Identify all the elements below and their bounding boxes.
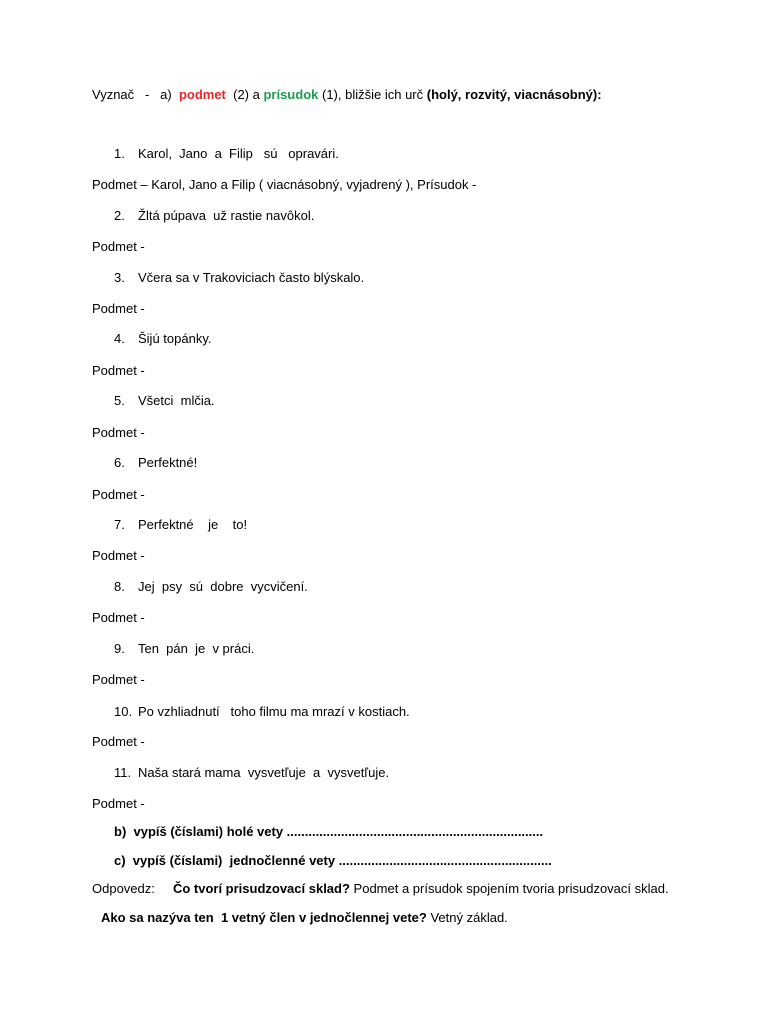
subject-word: podmet [178, 87, 226, 102]
sentence-number: 2. [114, 208, 125, 223]
sentence-8 [114, 579, 308, 595]
sentence-text: Jej psy sú dobre vycvičení. [138, 579, 308, 594]
instruction-after: (1), bližšie ich urč [318, 87, 427, 102]
sentence-text: Naša stará mama vysvetľuje a vysvetľuje. [138, 765, 390, 780]
sentence-text: Žltá púpava už rastie navôkol. [138, 208, 315, 223]
sentence-3 [114, 270, 364, 286]
answer-4: Podmet - [92, 363, 145, 378]
answer-label: Odpovedz: [92, 881, 155, 896]
sentence-number: 5. [114, 393, 125, 408]
answer-10: Podmet - [92, 734, 145, 749]
sentence-text: Perfektné je to! [138, 517, 248, 532]
sentence-number: 8. [114, 579, 125, 594]
sentence-number: 6. [114, 455, 125, 470]
predicate-word: prísudok [263, 87, 319, 102]
sentence-text: Perfektné! [138, 455, 198, 470]
answer-1: Podmet – Karol, Jano a Filip ( viacnásobný, vyjadrený ), Prísudok - [92, 177, 477, 192]
sentence-text: Všetci mlčia. [138, 393, 215, 408]
answer-8: Podmet - [92, 610, 145, 625]
task-b: b) vypíš (číslami) holé vety ....................................................................... [114, 824, 544, 839]
sentence-9 [114, 641, 254, 657]
answer-5: Podmet - [92, 425, 145, 440]
sentence-text: Po vzhliadnutí toho filmu ma mrazí v kostiach. [138, 704, 410, 719]
sentence-1 [114, 146, 339, 162]
sentence-number: 1. [114, 146, 125, 161]
sentence-number: 3. [114, 270, 125, 285]
sentence-2 [114, 208, 314, 224]
answer-3: Podmet - [92, 301, 145, 316]
sentence-text: Včera sa v Trakoviciach často blýskalo. [138, 270, 365, 285]
question-1-answer: Podmet a prísudok spojením tvoria prisudzovací sklad. [349, 881, 669, 896]
sentence-text: Karol, Jano a Filip sú opravári. [138, 146, 339, 161]
instruction-middle: (2) a [225, 87, 264, 102]
question-2: Ako sa nazýva ten 1 vetný člen v jednočlennej vete? [101, 910, 427, 925]
sentence-text: Ten pán je v práci. [138, 641, 255, 656]
sentence-5 [114, 393, 215, 409]
answer-question-1 [92, 881, 669, 897]
task-c: c) vypíš (číslami) jednočlenné vety ........................................................... [114, 853, 552, 868]
sentence-number: 9. [114, 641, 125, 656]
sentence-4 [114, 331, 211, 347]
sentence-number: 11. [114, 765, 132, 780]
sentence-11 [114, 765, 389, 781]
sentence-number: 10. [114, 704, 133, 719]
answer-9: Podmet - [92, 672, 145, 687]
sentence-text: Šijú topánky. [138, 331, 212, 346]
answer-6: Podmet - [92, 487, 145, 502]
answer-question-2 [101, 910, 508, 926]
instruction-heading [92, 87, 602, 103]
sentence-number: 4. [114, 331, 125, 346]
question-2-answer: Vetný základ. [426, 910, 508, 925]
instruction-prefix: Vyznač - a) [92, 87, 179, 102]
sentence-number: 7. [114, 517, 125, 532]
answer-2: Podmet - [92, 239, 145, 254]
question-1: Čo tvorí prisudzovací sklad? [172, 881, 350, 896]
sentence-10 [114, 704, 410, 720]
instruction-bold-tail: (holý, rozvitý, viacnásobný): [426, 87, 602, 102]
answer-7: Podmet - [92, 548, 145, 563]
answer-11: Podmet - [92, 796, 145, 811]
sentence-7 [114, 517, 247, 533]
sentence-6 [114, 455, 197, 471]
